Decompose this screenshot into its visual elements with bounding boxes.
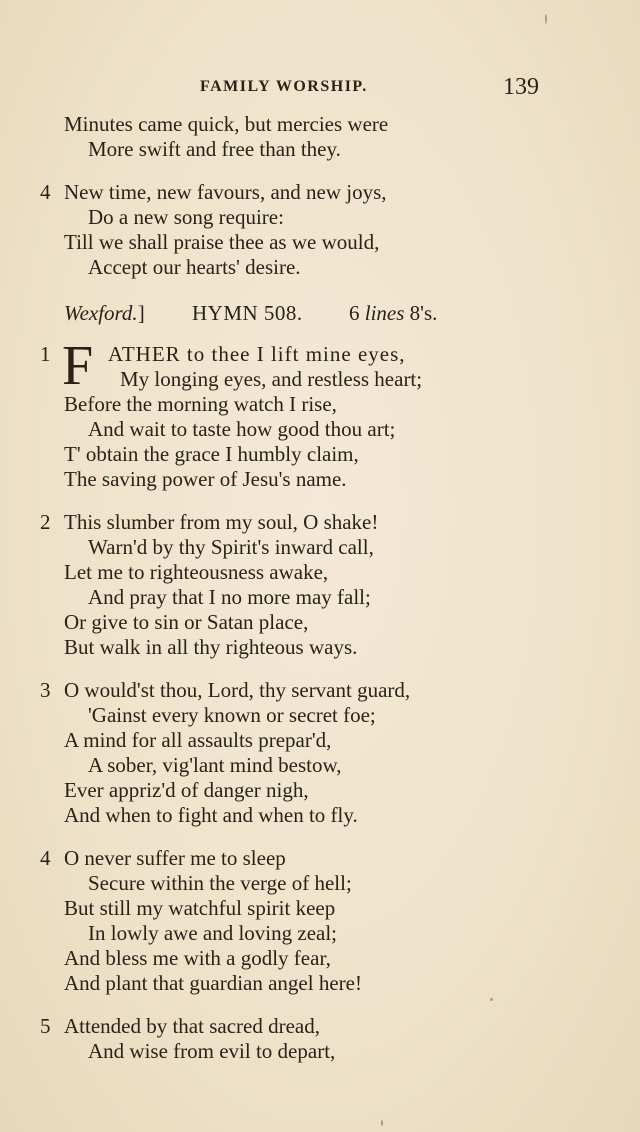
verse-text: Do a new song require: <box>88 205 284 229</box>
verse-line <box>0 753 640 778</box>
verse-line <box>0 417 640 442</box>
verse-text: Before the morning watch I rise, <box>64 392 337 416</box>
hymn-meter <box>349 298 437 328</box>
verse-text: A sober, vig'lant mind bestow, <box>88 753 342 777</box>
verse-text: But walk in all thy righteous ways. <box>64 635 358 659</box>
verse-text: Warn'd by thy Spirit's inward call, <box>88 535 374 559</box>
verse-text: Attended by that sacred dread, <box>64 1014 320 1038</box>
stanza-2 <box>0 510 640 660</box>
verse-line <box>0 896 640 921</box>
verse-text: Or give to sin or Satan place, <box>64 610 309 634</box>
verse-line <box>0 778 640 803</box>
verse-line <box>0 610 640 635</box>
verse-text: In lowly awe and loving zeal; <box>88 921 338 945</box>
verse-text: ATHER to thee I lift mine eyes, <box>108 342 406 366</box>
verse-text: O would'st thou, Lord, thy servant guard, <box>64 678 411 702</box>
verse-line <box>0 442 640 467</box>
verse-line <box>0 585 640 610</box>
verse-text: And bless me with a godly fear, <box>64 946 331 970</box>
verse-line <box>0 971 640 996</box>
verse-text: More swift and free than they. <box>88 137 341 161</box>
meter-count: 6 <box>349 301 360 325</box>
verse-line <box>0 803 640 828</box>
meter-word: lines <box>364 301 405 325</box>
stanza-number: 4 <box>40 846 51 870</box>
verse-line <box>0 871 640 896</box>
verse-line <box>0 535 640 560</box>
stanza-1 <box>0 335 640 492</box>
running-head: FAMILY WORSHIP. <box>200 78 368 95</box>
verse-text: And pray that I no more may fall; <box>88 585 371 609</box>
verse-text: A mind for all assaults prepar'd, <box>64 728 332 752</box>
verse-line <box>0 728 640 753</box>
verse-text: New time, new favours, and new joys, <box>64 180 387 204</box>
verse-line <box>0 703 640 728</box>
meter-suffix: 8's. <box>409 301 438 325</box>
verse-text: My longing eyes, and restless heart; <box>120 367 423 391</box>
stanza-number: 5 <box>40 1014 51 1038</box>
page-number: 139 <box>503 74 539 100</box>
verse-text: Ever appriz'd of danger nigh, <box>64 778 309 802</box>
paper-blemish <box>381 1120 383 1126</box>
verse-text: 'Gainst every known or secret foe; <box>88 703 376 727</box>
stanza-number: 1 <box>40 342 51 366</box>
tune-name <box>64 298 145 328</box>
stanza-number: 2 <box>40 510 51 534</box>
continuation-stanza <box>0 112 640 162</box>
verse-line <box>0 921 640 946</box>
verse-line <box>0 635 640 660</box>
verse-line <box>0 180 640 205</box>
verse-text: T' obtain the grace I humbly claim, <box>64 442 359 466</box>
verse-line <box>0 678 640 703</box>
verse-line <box>0 1014 640 1039</box>
verse-line <box>0 255 640 280</box>
tune-text: Wexford. <box>64 301 138 325</box>
hymn-number: HYMN 508. <box>192 301 303 325</box>
verse-text: O never suffer me to sleep <box>64 846 286 870</box>
verse-line <box>0 560 640 585</box>
verse-text: And wise from evil to depart, <box>88 1039 336 1063</box>
verse-text: And wait to taste how good thou art; <box>88 417 396 441</box>
verse-line <box>0 205 640 230</box>
verse-text: And plant that guardian angel here! <box>64 971 362 995</box>
verse-line <box>0 1039 640 1064</box>
verse-line <box>0 367 640 392</box>
verse-line <box>0 137 640 162</box>
verse-text: But still my watchful spirit keep <box>64 896 336 920</box>
tune-bracket: ] <box>137 301 145 325</box>
verse-line <box>0 946 640 971</box>
verse-text: And when to fight and when to fly. <box>64 803 358 827</box>
verse-text: This slumber from my soul, O shake! <box>64 510 379 534</box>
stanza-number: 4 <box>40 180 51 204</box>
verse-text: Let me to righteousness awake, <box>64 560 329 584</box>
hymn-title <box>0 298 640 328</box>
verse-line <box>0 846 640 871</box>
verse-text: Secure within the verge of hell; <box>88 871 352 895</box>
stanza-3 <box>0 678 640 828</box>
verse-text: Accept our hearts' desire. <box>88 255 301 279</box>
verse-text: The saving power of Jesu's name. <box>64 467 347 491</box>
stanza-4 <box>0 846 640 996</box>
verse-text: Minutes came quick, but mercies were <box>64 112 389 136</box>
drop-cap: F <box>62 335 94 397</box>
stanza-previous-4 <box>0 180 640 280</box>
page-body <box>0 112 640 1082</box>
verse-line <box>0 510 640 535</box>
verse-line <box>0 112 640 137</box>
stanza-number: 3 <box>40 678 51 702</box>
stanza-5 <box>0 1014 640 1064</box>
verse-line <box>0 392 640 417</box>
verse-line <box>0 467 640 492</box>
paper-blemish <box>490 998 493 1001</box>
page-header <box>0 74 640 104</box>
verse-line <box>0 230 640 255</box>
paper-blemish <box>545 14 547 24</box>
verse-text: Till we shall praise thee as we would, <box>64 230 380 254</box>
